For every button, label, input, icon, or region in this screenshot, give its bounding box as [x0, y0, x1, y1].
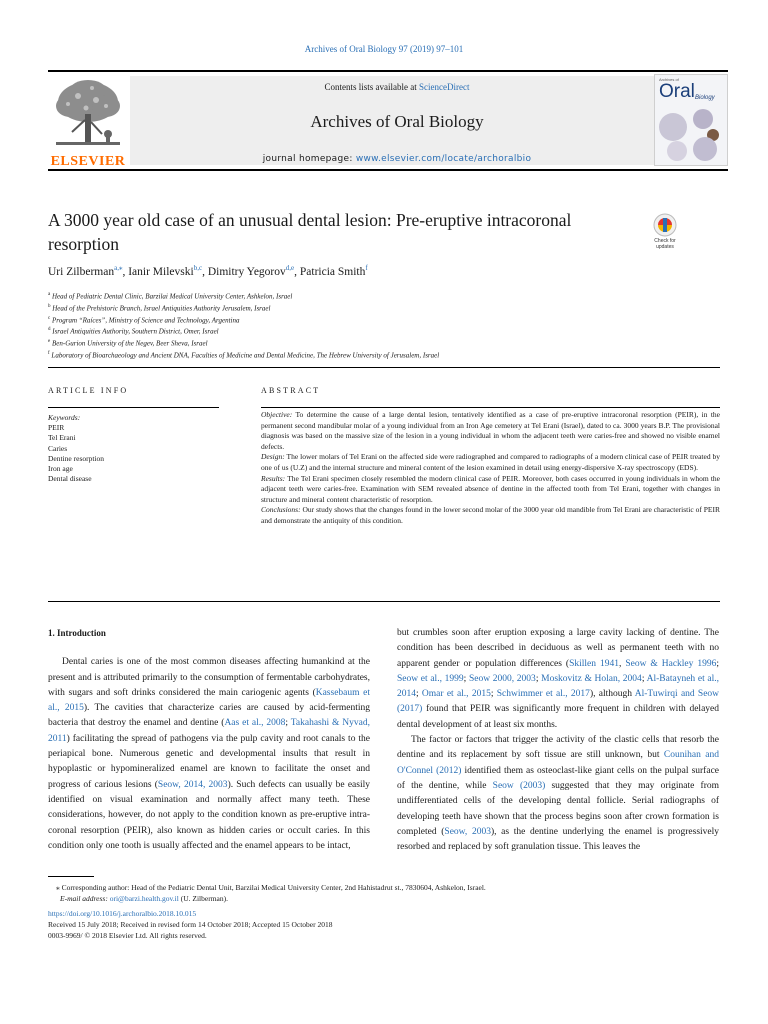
- homepage-link[interactable]: www.elsevier.com/locate/archoralbio: [355, 154, 532, 164]
- abstract-paragraph: Results: The Tel Erani specimen closely resembled the modern clinical case of PEIR. Moreover, both cases occurred in young individuals in whom the adjacent teeth were caries-free. Examination with SEM revealed absence of dentine in the affected tooth from Tel Erani, together with changes in structure and mineral content characteristic of resorption.: [261, 473, 720, 504]
- crossmark-icon: [646, 212, 684, 238]
- cover-art-icon: [655, 105, 727, 165]
- citation-link[interactable]: Takahashi & Nyvad, 2011: [48, 718, 371, 744]
- citation-link[interactable]: Seow (2003): [492, 780, 546, 791]
- keyword: Dentine resorption: [48, 453, 105, 463]
- abstract-heading: ABSTRACT: [261, 386, 321, 395]
- abstract-paragraph: Design: The lower molars of Tel Erani on the affected side were radiographed and compared to radiographs of a modern clinical case of PEIR treated by one of us (U.Z) and the internal structure and mineral content of the lesion examined in detail using energy-dispersive X-ray spectroscopy (EDS).: [261, 452, 720, 472]
- keywords-label: Keywords:: [48, 413, 81, 422]
- author-affiliation-link[interactable]: d,e: [285, 264, 295, 272]
- author: Uri Zilberman$^{a,⁎}$,: [48, 264, 129, 278]
- body-column-left: [48, 626, 370, 854]
- divider: [261, 407, 720, 408]
- divider: [48, 367, 720, 368]
- check-for-updates-badge[interactable]: [646, 212, 684, 258]
- citation-link[interactable]: Aas et al., 2008: [224, 718, 286, 729]
- sciencedirect-link[interactable]: ScienceDirect: [419, 82, 470, 92]
- copyright-line: 0003-9969/ © 2018 Elsevier Ltd. All rights reserved.: [48, 931, 207, 940]
- email-link[interactable]: ori@barzi.health.gov.il: [109, 894, 179, 903]
- citation-link[interactable]: Al-Tuwirqi and Seow (2017): [397, 689, 720, 715]
- author-affiliation-link[interactable]: b,c: [193, 264, 203, 272]
- body-column-right: [397, 626, 719, 855]
- affiliation: $^e$ Ben-Gurion University of the Negev, Beer Sheva, Israel: [48, 339, 208, 348]
- cover-top-text: Archives of: [659, 77, 679, 82]
- body-paragraph: The factor or factors that trigger the activity of the clastic cells that resorb the dentine and its replacement by soft tissue are still unknown, but Counihan and O'Connel (2012) identified them as osteoclast-like giant cells on the pulpal surface of the dentine, while Seow (2003) suggested that they may originate from undifferentiated cells of the developing dental follicle. Serial radiographs of developing teeth have shown that the process begins soon after crown formation is completed (Seow, 2003), as the dentine underlying the enamel is progressively resorbed and replaced by soft granulation tissue. This leaves the: [397, 735, 720, 853]
- abstract-paragraph: Conclusions: Our study shows that the changes found in the lower second molar of the 3000 year old mandible from Tel Erani are characteristic of PEIR and demonstrate the antiquity of this condition.: [261, 505, 720, 525]
- footnotes: [48, 882, 720, 941]
- journal-homepage: [130, 154, 664, 164]
- divider: [48, 407, 219, 408]
- citation-link[interactable]: Omar et al., 2015: [421, 689, 491, 700]
- elsevier-tree-logo: [48, 76, 128, 169]
- body-paragraph: Dental caries is one of the most common diseases affecting humankind at the present and is attributed primarily to the consumption of fermentable carbohydrates, with sugars and soft drinks considered the main cariogenic agents (Kassebaum et al., 2015). The cavities that characterize caries are caused by acid-fermenting bacteria that destroy the enamel and dentine (Aas et al., 2008; Takahashi & Nyvad, 2011) facilitating the spread of pathogens via the pulp cavity and root canals to the periapical bone. Numerous genetic and developmental insults that result in hypoplastic or hypomineralized enamel are known to facilitate the onset and progress of carious lesions (Seow, 2014, 2003). Such defects can usually be easily identified on visual examination and normally affect many teeth. These considerations, however, do not apply to the condition known as pre-eruptive intra-coronal resorption (PEIR), also known as hidden caries or occult caries. In this condition only one tooth is usually affected and the enamel appears to be intact,: [48, 657, 371, 851]
- citation-link[interactable]: Seow 2000, 2003: [468, 673, 536, 684]
- journal-reference-link[interactable]: Archives of Oral Biology 97 (2019) 97–101: [304, 44, 464, 54]
- citation-link[interactable]: Al-Batayneh et al., 2014: [397, 673, 719, 700]
- keyword: Dental disease: [48, 474, 92, 484]
- keyword: PEIR: [48, 423, 65, 433]
- affiliation: $^a$ Head of Pediatric Dental Clinic, Barzilai Medical University Center, Ashkelon, Israel: [48, 292, 293, 301]
- crossmark-label: Check for updates: [654, 238, 676, 250]
- citation-link[interactable]: Counihan and O'Connel (2012): [397, 750, 719, 776]
- masthead-banner: [130, 76, 664, 165]
- author-list: [48, 264, 708, 278]
- doi-link[interactable]: https://doi.org/10.1016/j.archoralbio.2018.10.015: [48, 909, 197, 918]
- citation-link[interactable]: Kassebaum et al., 2015: [48, 687, 370, 714]
- journal-masthead: [48, 70, 728, 171]
- citation-link[interactable]: Moskovitz & Holan, 2004: [541, 673, 642, 684]
- divider: [48, 601, 720, 602]
- citation-link[interactable]: Seow, 2003: [444, 826, 491, 837]
- section-heading: 1. Introduction: [48, 628, 106, 638]
- homepage-label: journal homepage:: [262, 154, 356, 164]
- citation-link[interactable]: Seow, 2014, 2003: [157, 779, 228, 790]
- affiliations: [48, 290, 708, 361]
- cover-title: Oral: [659, 81, 695, 102]
- citation-link[interactable]: Seow et al., 1999: [397, 673, 464, 684]
- affiliation: $^f$ Laboratory of Bioarchaeology and Ancient DNA, Faculties of Medicine and Dental Medicine, The Hebrew University of Jerusalem, Israel: [48, 351, 440, 360]
- contents-prefix: Contents lists available at: [324, 82, 419, 92]
- affiliation: $^b$ Head of the Prehistoric Branch, Israel Antiquities Authority Jerusalem, Israel: [48, 303, 271, 313]
- author: Ianir Milevski$^{b,c}$,: [128, 264, 208, 278]
- journal-cover-thumbnail[interactable]: [654, 74, 728, 166]
- article-title: A 3000 year old case of an unusual dental lesion: Pre-eruptive intracoronal resorption: [48, 210, 572, 254]
- abstract-paragraph: Objective: To determine the cause of a large dental lesion, tentatively identified as a case of pre-eruptive intracoronal resorption (PEIR), in the permanent second mandibular molar of a young individual from an Iron Age cemetery at Tel Erani (Israel), dated to ca. 3000 years B.P. The provisional diagnosis was based on the massive size of the lesion in a young individual in whom the adjacent teeth were caries-free and showed no visible enamel defects.: [261, 410, 720, 451]
- affiliation: $^c$ Program “Raíces”, Ministry of Science and Technology, Argentina: [48, 315, 240, 324]
- keyword: Caries: [48, 443, 68, 453]
- contents-line: [130, 82, 664, 92]
- elsevier-wordmark: ELSEVIER: [50, 154, 126, 169]
- author: Patricia Smith$^f$: [299, 264, 368, 278]
- article-info-heading: ARTICLE INFO: [48, 386, 129, 395]
- keyword: Iron age: [48, 464, 73, 474]
- author: Dimitry Yegorov$^{d,e}$,: [207, 264, 300, 278]
- email-note: E-mail address: ori@barzi.health.gov.il (U. Zilberman).: [60, 894, 228, 903]
- author-affiliation-link[interactable]: f: [365, 264, 368, 272]
- corresponding-author-note: ⁎ Corresponding author: Head of the Pediatric Dental Unit, Barzilai Medical University Center, 2nd Hahistadrut st., 7830604, Ashkelon, Israel.: [56, 883, 486, 892]
- keywords-block: [48, 413, 219, 484]
- journal-title: Archives of Oral Biology: [310, 112, 484, 131]
- author-affiliation-link[interactable]: a,⁎: [114, 264, 123, 272]
- footnote-divider: [48, 876, 94, 877]
- citation-link[interactable]: Seow & Hackley 1996: [625, 658, 717, 669]
- body-paragraph: but crumbles soon after eruption exposing a large cavity lacking of dentine. The condition has been described in deciduous as well as permanent teeth with no apparent gender or population differences (Skillen 1941, Seow & Hackley 1996; Seow et al., 1999; Seow 2000, 2003; Moskovitz & Holan, 2004; Al-Batayneh et al., 2014; Omar et al., 2015; Schwimmer et al., 2017), although Al-Tuwirqi and Seow (2017) found that PEIR was significantly more frequent in children with delayed dental development of at least six months.: [397, 628, 720, 730]
- dates-line: Received 15 July 2018; Received in revised form 14 October 2018; Accepted 15 October 2018: [48, 920, 333, 929]
- abstract-text: [261, 410, 720, 527]
- cover-subtitle: Biology: [695, 95, 715, 101]
- affiliation: $^d$ Israel Antiquities Authority, Southern District, Omer, Israel: [48, 327, 219, 336]
- citation-link[interactable]: Skillen 1941: [569, 658, 619, 669]
- keyword: Tel Erani: [48, 433, 76, 443]
- citation-link[interactable]: Schwimmer et al., 2017: [496, 689, 590, 700]
- tree-icon: [48, 76, 128, 152]
